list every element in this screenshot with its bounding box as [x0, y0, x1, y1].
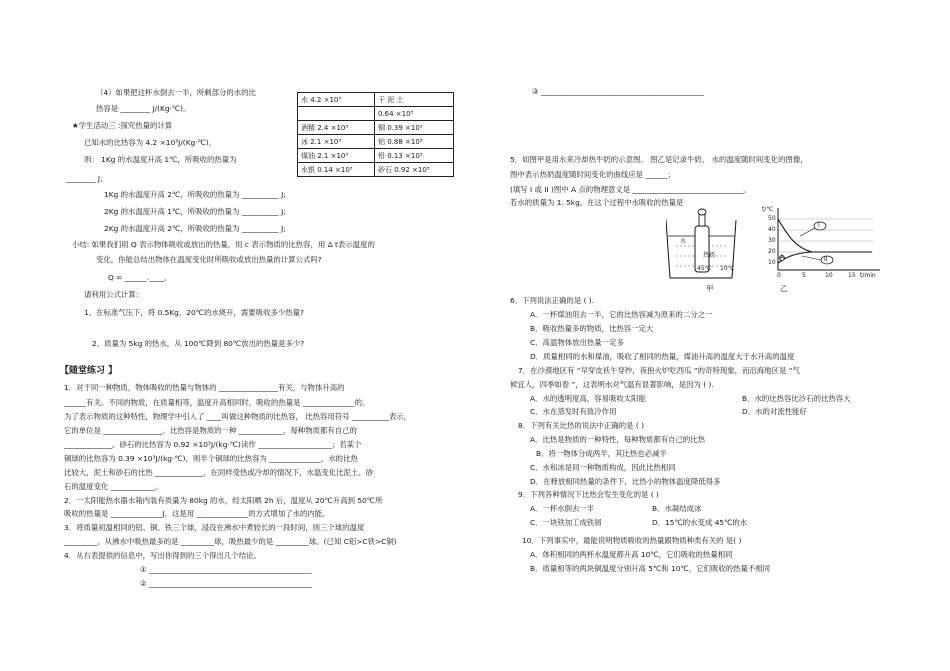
q6-option-b: B．吸收热量多的物质，比热容一定大 [530, 324, 654, 333]
q6-option-d: D．质量相同的水和煤油，吸收了相同的热量，煤油升高的温度大于水升高的温度 [530, 352, 795, 361]
q2-line-a: 2．一太阳能热水器水箱内装有质量为 80kg 的水，经太阳晒 2h 后，温度从 20℃升高到 50℃所 [64, 496, 383, 505]
q8-stem: 8．下列有关比热的说法中正确的是 ( ) [518, 421, 645, 430]
figure-label-jia: 甲 [706, 284, 714, 293]
q5-line-b: 图中表示热奶温度随时间变化的曲线应是 ______； [510, 170, 675, 179]
q6-option-c: C．高温物体放出热量一定多 [530, 338, 624, 347]
q7-line-a: 7．在沙漠地区有 “早穿皮袄午穿纱，夜抱火炉吃西瓜 ”的奇特现象，而沿海地区是 “气 [518, 366, 800, 375]
summary-line2: 变化，你能总结出物体在温度变化时所吸收或放出热量的计算公式吗? [96, 255, 322, 264]
graph-x-tick: 15 [848, 272, 856, 279]
known-specific-heat: 已知水的比热容为 4.2 ×10³J/(Kg·℃)， [84, 138, 217, 147]
q7-option-b: B．水的比热容比沙石的比热容大 [742, 394, 851, 403]
q1-line-g: 比较大，泥土和砂石的比热 _____________，在同样受热或冷却的情况下，水温变化比泥土、砂 [64, 468, 374, 477]
curve-label-II: II [824, 256, 828, 263]
q7-option-a: A．水的透明度高，容易吸收太阳能 [530, 394, 646, 403]
then-line1: 则： 1Kg 的水温度升高 1℃，所吸收的热量为 [84, 155, 237, 164]
table-cell: 0.64 ×10³ [375, 107, 454, 121]
q1-line-a: 1．对于同一种物质，物体吸收的热量与物体的 ________________有关，与物体升高的 [64, 383, 345, 392]
q2-line-b: 吸收的热量是 ______________J，这是用 ______________的方式增加了水的内能。 [64, 509, 330, 518]
specific-heat-table [297, 92, 454, 177]
q6-option-a: A．一杯煤油用去一半，它的比热容减为原来的二分之一 [530, 310, 713, 319]
q8-option-c: C．水和冰是同一种物质构成，因此比热相同 [530, 463, 676, 472]
table-cell: 水银 0.14 ×10³ [298, 163, 375, 177]
calc-question-1: 1、在标准气压下，将 0.5Kg，20℃的水烧开，需要吸收多少热量? [84, 308, 304, 317]
q1-line-f: 铜球的比热容为 0.39 ×10³J/(kg·℃)，则半个铜球的比热容为 ______________。水的比热 [64, 454, 358, 463]
table-row [298, 93, 454, 107]
activity3-heading: ★学生活动三 :探究热量的计算 [72, 121, 173, 130]
graph-x-unit: t/min [860, 272, 876, 279]
q1-line-h: 石的温度变化 ____________。 [64, 482, 163, 491]
q8-option-b: B．将一物体分成两半，其比热也必减半 [536, 449, 667, 458]
graph-y-unit: t/℃ [762, 206, 774, 213]
curve-label-I: I [818, 222, 820, 229]
graph-x-tick: 10 [825, 272, 833, 279]
table-cell: 铅 0.13 ×10³ [375, 149, 454, 163]
graph-y-tick: 30 [768, 237, 776, 244]
q1-line-c: 为了表示物质的这种特性，物理学中引入了 ____叫做这种物质的比热容， 比热容用符号 __________表示， [64, 412, 412, 421]
p4-line2: 热容是 ________ J/(Kg·℃)。 [96, 104, 191, 113]
q10-stem: 10．下列事实中，最能说明物质吸收的热量跟物质种类有关的 是( ) [522, 536, 742, 545]
table-row [298, 121, 454, 135]
calc-question-2: 2、质量为 5kg 的热水，从 100℃降到 80℃放出的热量是多少? [92, 339, 305, 348]
then-line1b: ________ J; [66, 174, 103, 183]
table-cell: 酒精 2.4 ×10³ [298, 121, 375, 135]
practice-heading: 【随堂练习 】 [60, 366, 118, 376]
q8-option-d: D．在释放相同热量的条件下，比热小的物体温度降低得多 [530, 477, 721, 486]
table-cell: 铝 0.88 ×10³ [375, 135, 454, 149]
q7-option-d: D．水的对流性能好 [742, 407, 807, 416]
q5-line-a: 5．如图甲是用水来冷却热牛奶的示意图。 图乙是记录牛奶、 水的温度随时间变化的图像， [510, 155, 808, 164]
graph-y-tick: 40 [768, 226, 776, 233]
table-row [298, 163, 454, 177]
table-cell: 冰 2.1 ×10³ [298, 135, 375, 149]
conclusion-2: ② ____________________________________________ [140, 579, 312, 588]
table-row [298, 135, 454, 149]
graph-y-tick: 10 [768, 259, 776, 266]
q1-line-e: _____________。砂石的比热容为 0.92 ×10³J/(kg·℃)读作 ____________________；若某个 [64, 440, 362, 449]
graph-y-tick: 50 [768, 215, 776, 222]
table-cell [298, 107, 375, 121]
q1-line-b: ______有关。不同的物质，在质量相等，温度升高相同时，吸收的热量是 ______________的。 [64, 398, 370, 407]
beaker-label-10: 10℃ [720, 265, 735, 272]
q9-option-c: C．一块铁加工成铁屑 [530, 518, 602, 527]
figure-label-yi: 乙 [780, 284, 788, 293]
graph-y-tick: 20 [768, 248, 776, 255]
q7-line-b: 候宜人，四季如春 ”，这表明水对气温有显著影响，是因为 ( ). [510, 380, 714, 389]
q5-line-c: (填写 I 或 II )图中 A 点的物理意义是 ______________________________。 [510, 185, 751, 194]
table-row [298, 149, 454, 163]
q10-option-b: B．质量相等的两块铜温度分别升高 5℃和 10℃，它们吸收的热量不相同 [530, 564, 771, 573]
graph-x-tick: 5 [802, 272, 806, 279]
beaker-label-45: 45℃ [697, 265, 712, 272]
table-cell: 煤油 2.1 ×10³ [298, 149, 375, 163]
then-line3: 2Kg 的水温度升高 1℃，所吸收的热量为 __________ J; [104, 207, 286, 216]
point-label-A: A [780, 254, 785, 261]
graph-x-tick: 0 [777, 272, 781, 279]
table-cell: 干 泥 土 [375, 93, 454, 107]
summary-line1: 小结: 如果我们用 Q 表示物体吸收或放出的热量，用 c 表示物质的比热容，用 Δ t表示温度的 [72, 240, 375, 249]
q4-line: 4．从右表提供的信息中，写出你得到的三个得出几个结论。 [64, 551, 261, 560]
table-cell: 铜 0.39 ×10³ [375, 121, 454, 135]
then-line4: 2Kg 的水温度升高 2℃，所吸收的热量为 __________ J; [104, 224, 286, 233]
calc-prompt: 请利用公式计算： [84, 290, 144, 299]
q7-option-c: C．水在蒸发时有致冷作用 [530, 407, 617, 416]
q6-stem: 6．下列说法正确的是 ( ). [510, 296, 595, 305]
conclusion-3: ③ ____________________________________________ [532, 87, 704, 96]
formula-line: Q = ______.____。 [108, 273, 172, 282]
beaker-label-water: 水 [680, 238, 687, 245]
q8-option-a: A．比热是物质的一种特性，每种物质都有自己的比热 [530, 435, 706, 444]
beaker-label-milk: 热奶 [703, 252, 716, 259]
table-cell: 砂石 0.92 ×10³ [375, 163, 454, 177]
q3-line-b: _________。从沸水中吸热最多的是 _________球，吸热最少的是 _________球。(已知 C铝>C铁>C铜) [64, 537, 397, 546]
q3-line-a: 3．将质量初温相同的铝、铜、铁三个球，浸没在沸水中煮较长的一段时间，则三个球的温度 [64, 523, 365, 532]
q9-option-b: B．水凝结成冰 [652, 504, 702, 513]
table-row [298, 107, 454, 121]
q9-option-d: D．15℃的水变成 45℃的水 [652, 518, 748, 527]
q5-line-d: 若水的质量为 1. 5kg，在这个过程中水吸收的热量是 [510, 198, 684, 207]
table-cell: 水 4.2 ×10³ [298, 93, 375, 107]
q9-option-a: A．一杯水倒去一半 [530, 504, 595, 513]
q10-option-a: A．体积相同的两杯水温度都升高 10℃，它们吸收的热量相同 [530, 550, 733, 559]
q9-stem: 9．下列各种情况下比热会发生变化的是 ( ) [518, 490, 659, 499]
q1-line-d: 它的单位是 ________________。比热容是物质的一种 ____________，每种物质都有自己的 [64, 426, 357, 435]
p4-line1: （4）如果把这杯水倒去一半，所剩部分的水的比 [96, 88, 256, 97]
then-line2: 1Kg 的水温度升高 2℃，所吸收的热量为 __________ J; [104, 190, 286, 199]
conclusion-1: ① ____________________________________________ [140, 565, 312, 574]
cooling-beaker-figure [666, 206, 746, 286]
